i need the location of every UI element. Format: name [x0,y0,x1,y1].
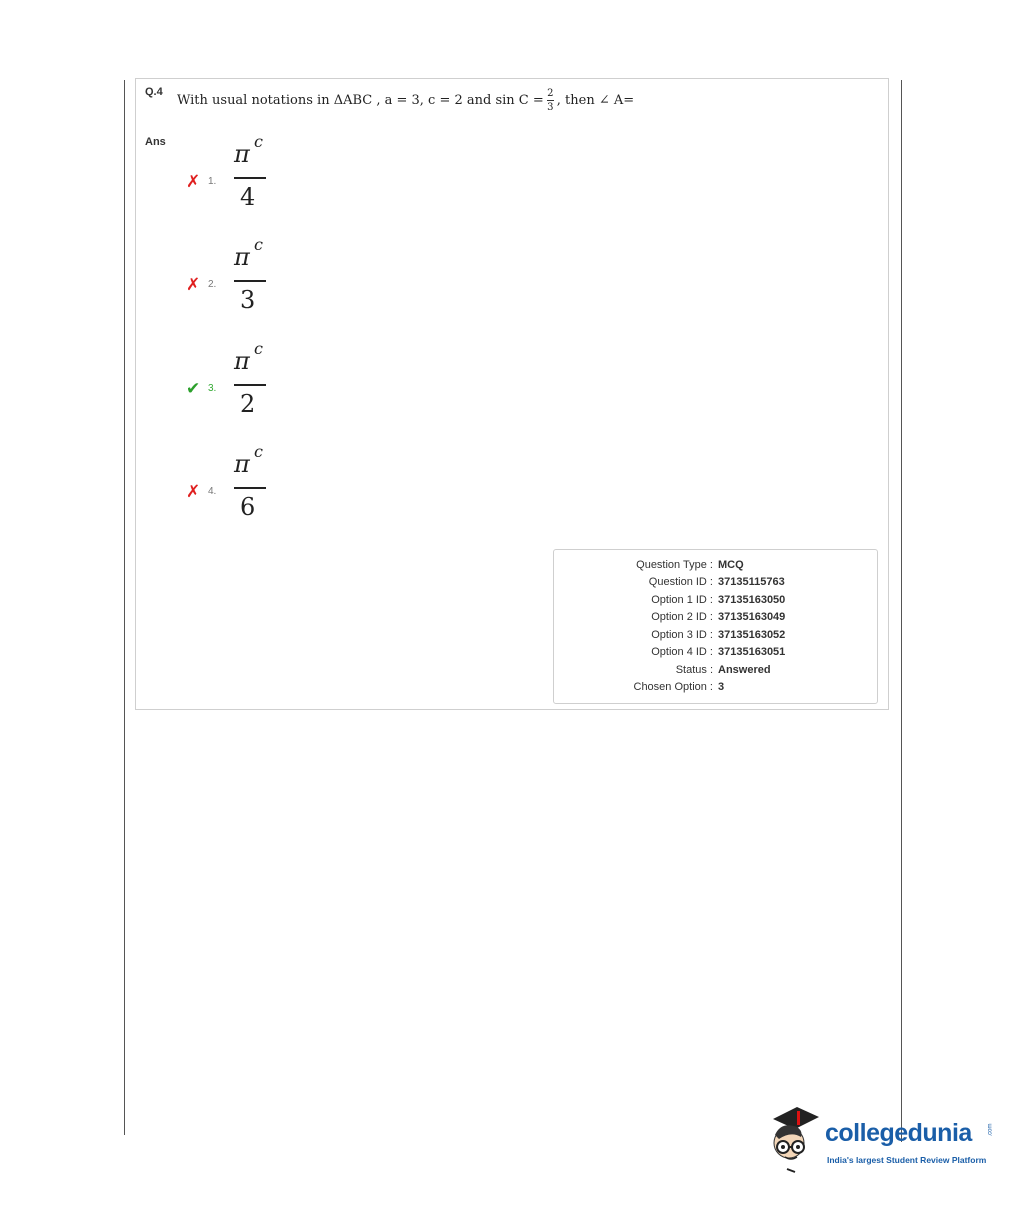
fraction-bar [234,280,266,282]
checkmark-icon: ✔ [186,379,201,398]
option-number: 2. [208,279,217,290]
fraction-bar [547,100,554,101]
brand-tagline: India's largest Student Review Platform [827,1155,987,1165]
option-number: 1. [208,176,217,187]
info-key: Option 2 ID : [651,611,713,623]
option-numerator: π [234,243,250,271]
option-4[interactable] [186,442,296,584]
option-superscript: c [254,132,263,151]
option-denominator: 3 [240,286,256,314]
info-value: 3 [718,681,725,693]
brand-domain: .com [987,1123,994,1137]
page-left-rule [124,80,125,1135]
question-info-panel [553,549,878,704]
option-superscript: c [254,339,263,358]
question-text-prefix: With usual notations in ΔABC , a = 3, c = 2 and sin C = [177,93,544,108]
cross-icon: ✗ [186,172,201,191]
info-value: Answered [718,664,771,676]
cross-icon: ✗ [186,482,201,501]
info-row-status [554,664,877,681]
info-row-question-type [554,559,877,576]
info-key: Option 1 ID : [651,594,713,606]
option-denominator: 4 [240,183,256,211]
info-key: Option 3 ID : [651,629,713,641]
fraction-bar [234,487,266,489]
option-numerator: π [234,450,250,478]
page-right-rule [901,80,902,1142]
fraction-denominator: 3 [547,102,554,113]
info-value: 37135163050 [718,594,786,606]
info-value: 37135115763 [718,576,785,588]
mascot-icon [767,1105,823,1175]
collegedunia-logo[interactable] [767,1105,997,1180]
option-denominator: 2 [240,390,256,418]
info-row-chosen-option [554,681,877,698]
fraction-bar [234,177,266,179]
answer-label: Ans [145,136,166,148]
fraction-bar [234,384,266,386]
option-number: 4. [208,486,217,497]
fraction-numerator: 2 [547,88,554,99]
option-number: 3. [208,383,217,394]
option-superscript: c [254,235,263,254]
brand-name: collegedunia [825,1119,972,1147]
question-text-suffix: , then ∠ A= [556,93,635,108]
info-value: MCQ [718,559,744,571]
info-value: 37135163049 [718,611,786,623]
option-numerator: π [234,140,250,168]
info-row-option-4-id [554,646,877,663]
question-fraction [547,88,554,113]
question-text [177,88,634,113]
info-key: Chosen Option : [633,681,713,693]
info-row-question-id [554,576,877,593]
info-key: Question Type : [636,559,713,571]
option-denominator: 6 [240,493,256,521]
info-row-option-2-id [554,611,877,628]
info-value: 37135163051 [718,646,786,658]
info-value: 37135163052 [718,629,786,641]
info-key: Question ID : [648,576,713,588]
option-superscript: c [254,442,263,461]
info-row-option-1-id [554,594,877,611]
option-numerator: π [234,347,250,375]
cross-icon: ✗ [186,275,201,294]
info-key: Status : [675,664,713,676]
info-key: Option 4 ID : [651,646,713,658]
question-number: Q.4 [145,86,163,98]
info-row-option-3-id [554,629,877,646]
